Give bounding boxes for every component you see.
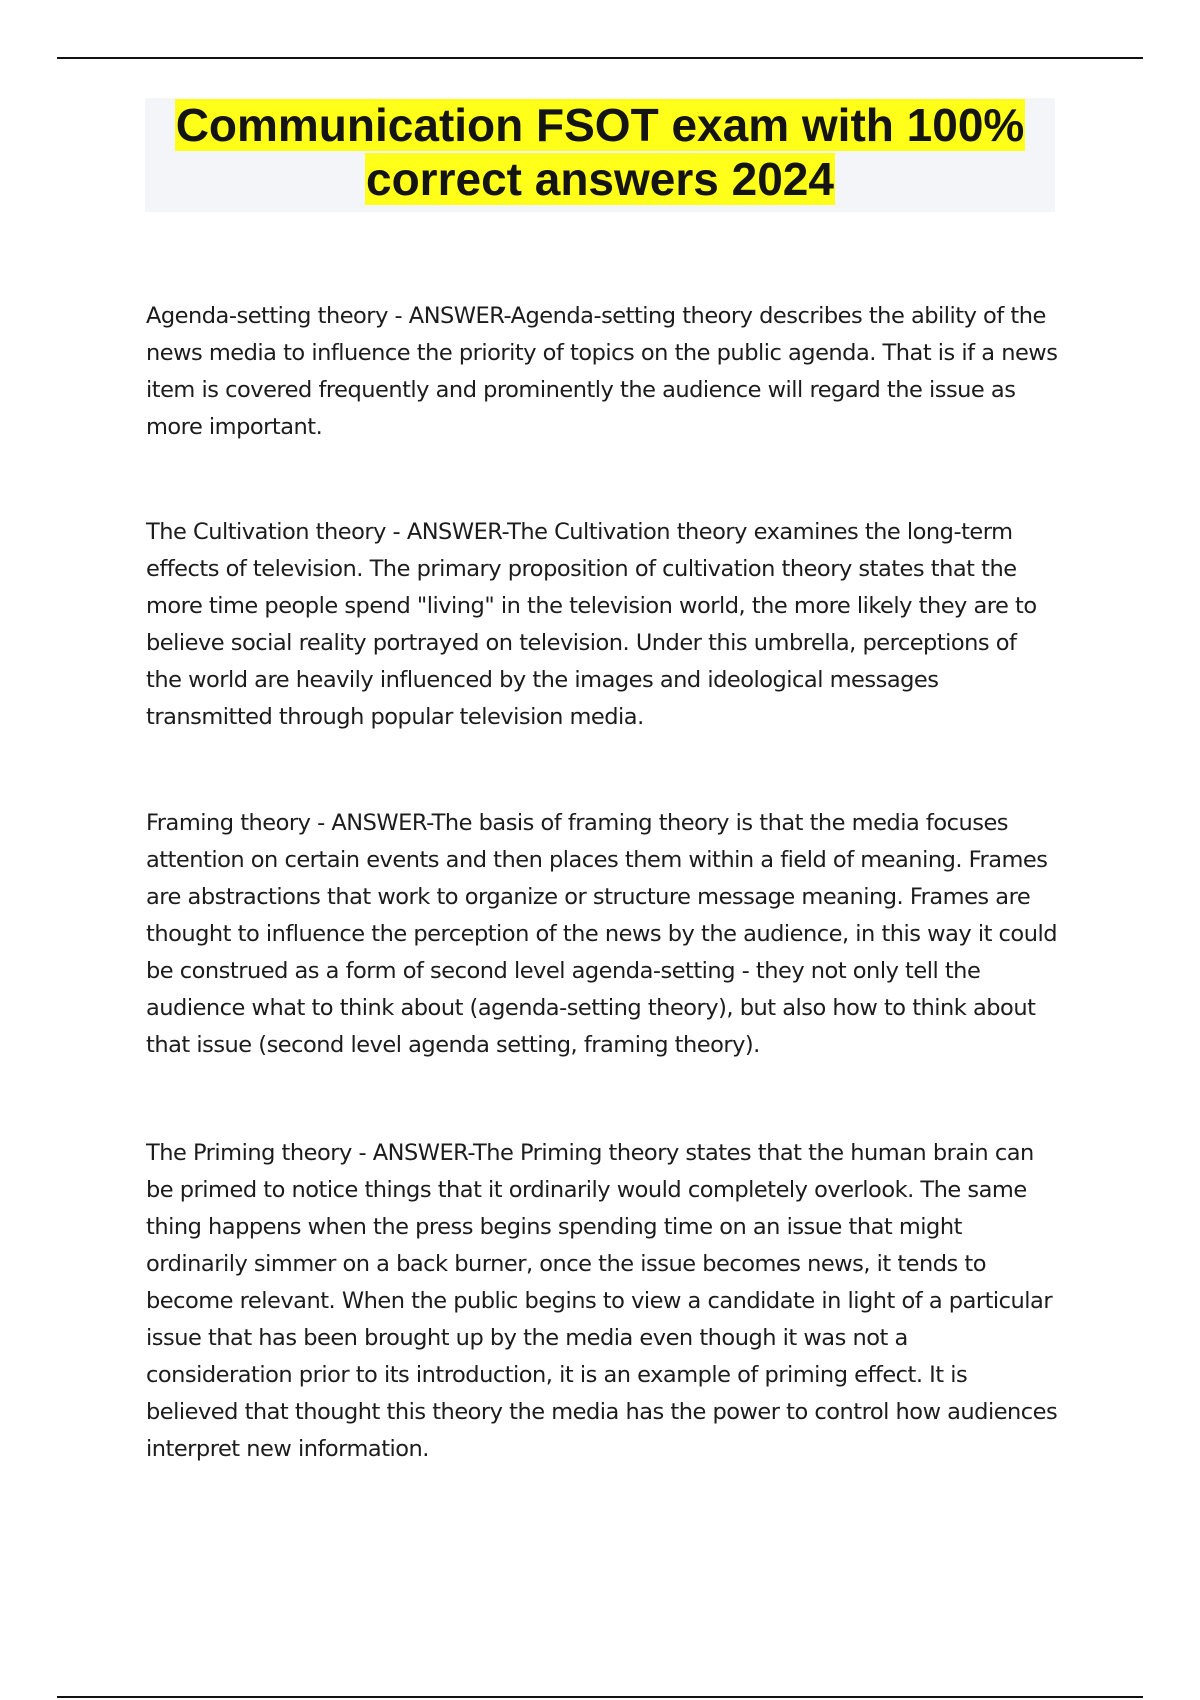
- entry-framing: Framing theory - ANSWER-The basis of framing theory is that the media focuses attention on certain events and then places them within a field of meaning. Frames are abstractions that work to organize or structure message meaning. Frames are thought to influence the perception of the news by the audience, in this way it could be construed as a form of second level agenda-setting - they not only tell the audience what to think about (agenda-setting theory), but also how to think about that issue (second level agenda setting, framing theory).: [146, 810, 1057, 1058]
- header-rule: [57, 57, 1143, 59]
- document-body: [146, 298, 1058, 1468]
- footer-rule: [57, 1696, 1143, 1698]
- entry-cultivation: The Cultivation theory - ANSWER-The Cultivation theory examines the long-term effects of television. The primary proposition of cultivation theory states that the more time people spend "living" in the television world, the more likely they are to believe social reality portrayed on television. Under this umbrella, perceptions of the world are heavily influenced by the images and ideological messages transmitted through popular television media.: [146, 519, 1037, 730]
- title-highlight: Communication FSOT exam with 100% correct answers 2024: [175, 99, 1025, 205]
- entry-priming: The Priming theory - ANSWER-The Priming theory states that the human brain can be primed to notice things that it ordinarily would completely overlook. The same thing happens when the press begins spending time on an issue that might ordinarily simmer on a back burner, once the issue becomes news, it tends to become relevant. When the public begins to view a candidate in light of a particular issue that has been brought up by the media even though it was not a consideration prior to its introduction, it is an example of priming effect. It is believed that thought this theory the media has the power to control how audiences interpret new information.: [146, 1140, 1058, 1462]
- title-block: [145, 98, 1055, 212]
- entry-agenda-setting: Agenda-setting theory - ANSWER-Agenda-setting theory describes the ability of the news media to influence the priority of topics on the public agenda. That is if a news item is covered frequently and prominently the audience will regard the issue as more important.: [146, 303, 1058, 440]
- page-title: [145, 98, 1055, 206]
